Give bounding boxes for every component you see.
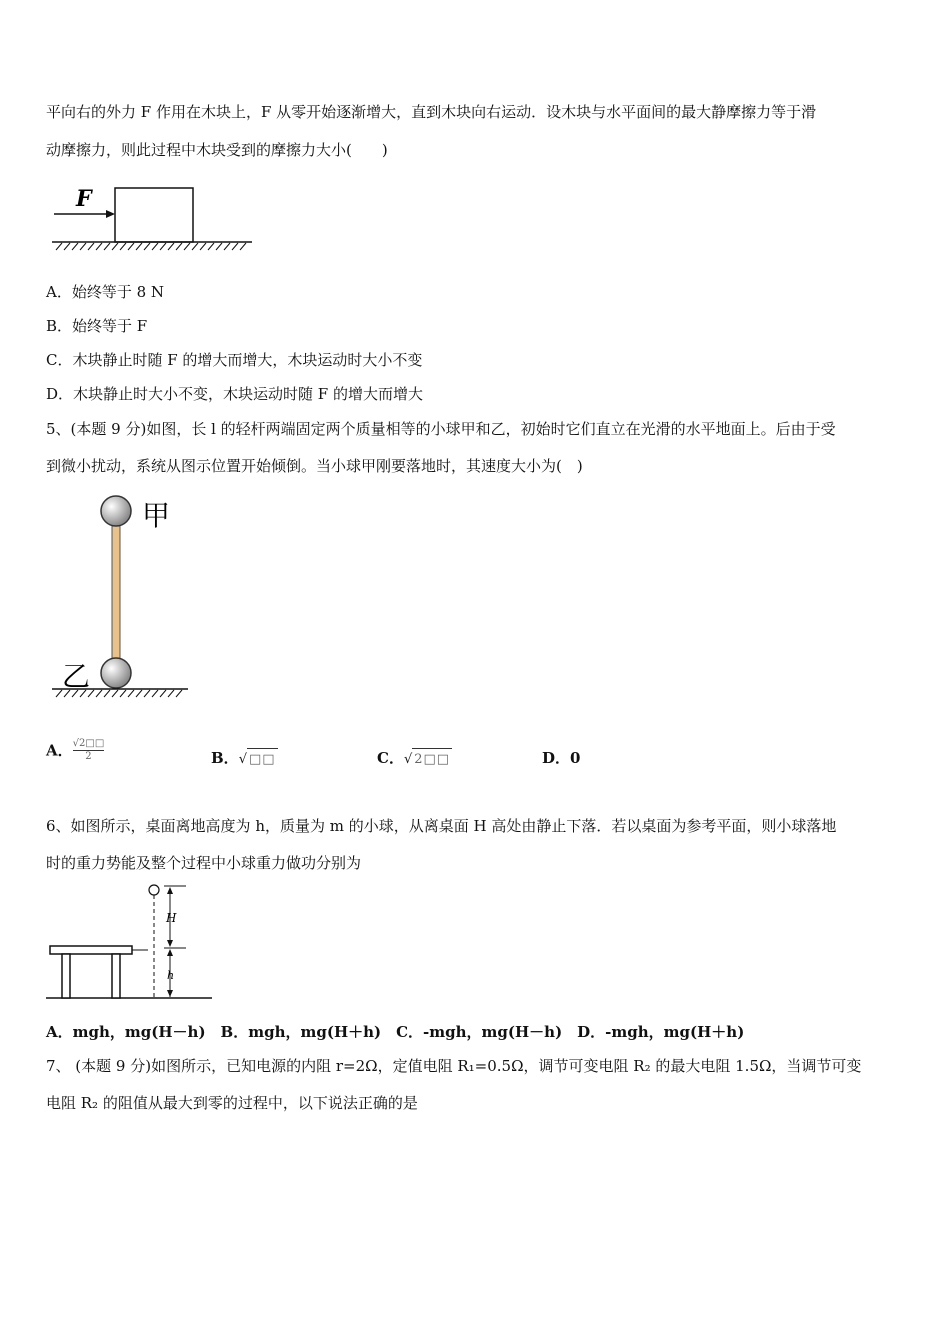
table-leg-right xyxy=(112,954,120,998)
wood-block xyxy=(115,188,193,242)
light-rod xyxy=(112,522,120,674)
label-jia: 甲 xyxy=(142,499,171,532)
q4-text-line-1: 平向右的外力 F 作用在木块上，F 从零开始逐渐增大，直到木块向右运动．设木块与水平面间的最大静摩擦力等于滑 xyxy=(46,103,817,121)
q5-option-b-radicand: □□ xyxy=(247,748,278,771)
q7-text-line-1: 7、 (本题 9 分)如图所示，已知电源的内阻 r=2Ω，定值电阻 R₁=0.5Ω，调节可变电阻 R₂ 的最大电阻 1.5Ω，当调节可变 xyxy=(46,1057,862,1075)
label-h: h xyxy=(167,969,175,982)
q5-option-a-numerator: √2□□ xyxy=(72,738,105,749)
ball-yi xyxy=(101,658,131,688)
arrowhead-icon xyxy=(167,990,173,997)
q5-option-c-label: C． xyxy=(377,749,404,767)
sqrt-icon: √ □□ xyxy=(239,748,278,771)
q5-option-d: D．0 xyxy=(542,749,581,767)
q4-force-label: F xyxy=(76,186,92,212)
q4-option-b: B．始终等于 F xyxy=(46,317,148,335)
q4-option-a: A．始终等于 8 N xyxy=(46,283,165,301)
q6-text-line-1: 6、如图所示，桌面离地高度为 h，质量为 m 的小球，从离桌面 H 高处由静止下落．若以桌面为参考平面，则小球落地 xyxy=(46,817,837,835)
sqrt-icon: √ 2□□ xyxy=(404,748,452,771)
small-ball-icon xyxy=(149,885,159,895)
q4-option-d: D．木块静止时大小不变，木块运动时随 F 的增大而增大 xyxy=(46,385,423,403)
q5-option-c xyxy=(377,747,452,771)
q5-option-b-label: B． xyxy=(211,749,239,767)
q7-text-line-2: 电阻 R₂ 的阻值从最大到零的过程中，以下说法正确的是 xyxy=(46,1094,418,1112)
q6-table-figure xyxy=(44,880,216,1002)
label-H: H xyxy=(166,911,177,925)
arrowhead-icon xyxy=(167,887,173,894)
q5-option-a-denominator: 2 xyxy=(85,751,92,762)
arrowhead-icon xyxy=(167,949,173,956)
q5-rod-figure xyxy=(48,492,193,707)
table-leg-left xyxy=(62,954,70,998)
q4-option-c: C．木块静止时随 F 的增大而增大，木块运动时大小不变 xyxy=(46,351,423,369)
q5-text-line-1: 5、(本题 9 分)如图，长 l 的轻杆两端固定两个质量相等的小球甲和乙，初始时它们直立在光滑的水平地面上。后由于受 xyxy=(46,420,836,438)
ball-jia xyxy=(101,496,131,526)
q4-block-figure xyxy=(48,180,258,252)
label-yi: 乙 xyxy=(62,660,91,693)
q5-option-c-radicand: 2□□ xyxy=(412,748,452,771)
q5-text-line-2: 到微小扰动，系统从图示位置开始倾倒。当小球甲刚要落地时，其速度大小为( ) xyxy=(46,457,583,475)
q5-option-a-formula xyxy=(73,738,105,763)
q5-option-b xyxy=(211,747,278,771)
arrowhead-icon xyxy=(167,940,173,947)
table-top xyxy=(50,946,132,954)
q6-text-line-2: 时的重力势能及整个过程中小球重力做功分别为 xyxy=(46,854,362,872)
ground-hatch xyxy=(56,243,246,250)
q6-options: A．mgh，mg(H－h) B．mgh，mg(H＋h) C．-mgh，mg(H－h) D．-mgh，mg(H＋h) xyxy=(46,1023,745,1041)
q4-text-line-2: 动摩擦力，则此过程中木块受到的摩擦力大小( ) xyxy=(46,141,388,159)
arrowhead-icon xyxy=(106,210,115,218)
q5-option-a-label: A． xyxy=(46,741,73,760)
q5-option-a xyxy=(46,738,104,763)
